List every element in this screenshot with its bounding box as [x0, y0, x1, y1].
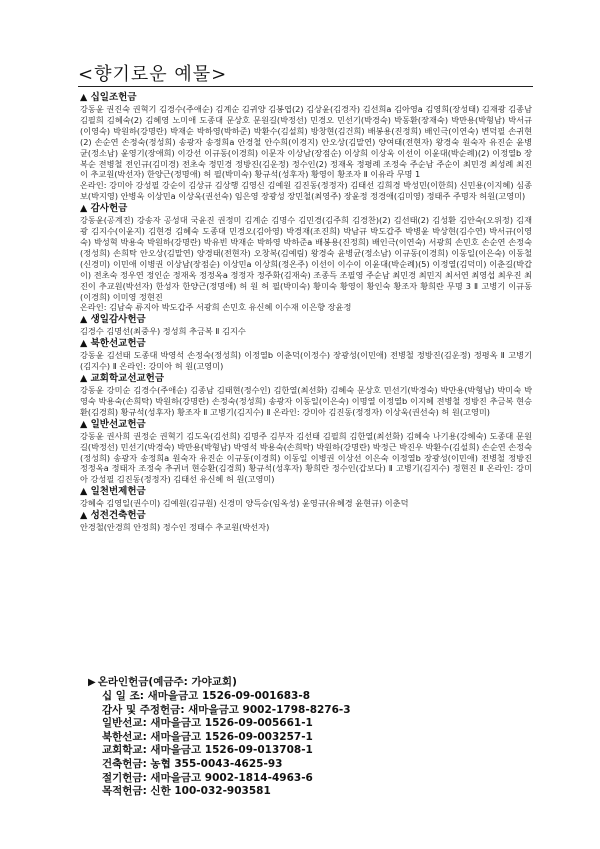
account-value: : 농협 355-0043-4625-93 — [142, 757, 283, 770]
section-names: 강동윤 권사희 권정순 권혁기 김도욱(김선희) 김명주 김부자 김선태 김필희 김한열(최선화) 김혜숙 나기용(강혜숙) 도종대 문원길(박정선) 민선기(박경숙) 박만용(박형남) 박영석 박용숙(손희탁) 박원하(강명란) 박정근 박진우 박환수(김설희) 손순연 손정숙(정성희) 송광자 송정희a 원숙자 유진순 이규동(이경희) 이동일 이병권 이상선 이은숙 이정열b 장광성(이민애) 전병철 정방진 정정옥a 정태자 조정숙 추귀녀 현승환(김경희) 황규석(성후자) 황희란 정수인(갑보다) Ⅱ 고병기(김지수) 정현진 Ⅱ 온라인: 강미아 강성필 김진동(정정자) 김태선 유신혜 허 원(고영미) — [80, 430, 532, 485]
account-list — [88, 690, 448, 799]
section-heading: ▲ 십일조헌금 — [80, 92, 137, 103]
accounts-heading-text: 온라인헌금(예금주: 가야교회) — [97, 676, 237, 688]
offering-sections — [80, 91, 532, 533]
section-names: 안경철(안경희 안정희) 정수인 정태수 추교원(박선자) — [80, 522, 270, 533]
section-names: 강동윤 권진숙 권혁기 김경수(주애순) 김계순 김귀양 김봉엽(2) 김상윤(김경자) 김선희a 김아영a 김영희(장성태) 김재광 김종남 김필희 김혜숙(2) 김혜영 노미애 도종대 문상호 문원길(박정선) 민경오 민선기(박경숙) 박동환(장재숙) 박만용(박형남) 박서규(이영숙) 박원하(강명란) 박재순 박하영(박하준) 박환수(김설희) 방창현(김건희) 배봉용(진정희) 배인극(이연숙) 변덕필 손귀현(2) 손순연 손정숙(정성희) 송광자 송정희a 안경철 안수희(이경지) 안오상(김말연) 양여태(전현자) 왕경숙 원숙자 유진순 윤병균(정소남) 윤영기(장애희) 이강선 이규동(이경희) 이문자 이상남(장점순) 이상희 이상욱 이선이 이윤대(박순례)(2) 이정열b 장복순 전병철 전인규(김미경) 전초숙 정민경 정방진(김운정) 정수인(2) 정재옥 정평례 조정숙 주순남 주순이 최민경 최성례 최진이 추교원(박선자) 한양근(정명애) 허 필(박미숙) 황규석(성후자) 황영이 황조자 Ⅱ 이유라 무명 1 — [80, 104, 532, 180]
accounts-heading — [88, 675, 448, 690]
account-row — [88, 758, 448, 772]
account-value: : 새마을금고 9002-1798-8276-3 — [180, 703, 351, 716]
account-row — [88, 690, 448, 704]
account-value: : 신한 100-032-903581 — [142, 785, 271, 798]
section-heading: ▲ 성전건축헌금 — [80, 510, 146, 522]
account-value: : 새마을금고 1526-09-005661-1 — [142, 717, 313, 730]
online-accounts — [88, 675, 448, 799]
section-heading: ▲ 감사헌금 — [80, 203, 128, 215]
account-value: : 새마을금고 1526-09-001683-8 — [139, 690, 311, 702]
account-row — [88, 704, 448, 718]
account-row — [88, 731, 448, 745]
account-row — [88, 772, 448, 786]
section-heading: ▲ 일천번제헌금 — [80, 486, 146, 498]
section-names: 강동윤 강미순 김경수(주애순) 김종남 김태현(정수인) 김한열(최선화) 김혜숙 문상호 민선기(박경숙) 박만용(박형남) 박미숙 박영숙 박용숙(손희탁) 박원하(강명란) 손정숙(정성희) 송광자 이동일(이은숙) 이명열 이정열b 이지혜 전병철 정방진 추금복 현승환(김경희) 황규석(성후자) 황조자 Ⅱ 고병기(김지수) Ⅱ 온라인: 강미아 김진동(정정자) 이상욱(권선숙) 허 원(고영미) — [80, 385, 532, 417]
account-label: 십 일 조 — [102, 690, 140, 702]
account-row — [88, 785, 448, 799]
account-label: 건축헌금 — [102, 757, 143, 770]
section-heading: ▲ 일반선교헌금 — [80, 418, 146, 430]
account-label: 목적헌금 — [102, 785, 143, 798]
section-heading: ▲ 북한선교헌금 — [80, 338, 146, 350]
account-label: 절기헌금 — [102, 771, 143, 784]
title-divider — [78, 86, 533, 87]
account-label: 교회학교 — [102, 744, 143, 757]
account-row — [88, 717, 448, 731]
section-names: 강혜숙 김영일(권수미) 김예원(김규원) 신경미 양득승(임옥성) 윤영규(유혜경 윤현규) 이춘덕 — [80, 498, 409, 509]
triangle-right-icon: ▶ — [88, 677, 96, 688]
section-names: 강동윤 김선태 도종대 박영석 손정숙(정성희) 이정열b 이춘덕(이정수) 장광성(이민애) 전병철 정방진(김운정) 정평옥 Ⅱ 고병기(김지수) Ⅱ 온라인: 강미아 허 원(고영미) — [80, 350, 532, 372]
account-label: 감사 및 주정헌금 — [102, 703, 181, 716]
section-names: 강동윤(공계진) 강송자 공성대 국윤진 권정미 김계순 김명수 김민경(김주희 김경찬)(2) 김선태(2) 김성환 김안숙(오위정) 김재광 김지수(이윤지) 김현경 김혜숙 도종대 민경오(김아영) 박경재(조진희) 박남규 박도갑주 박병윤 박상현(김수연) 박서규(이영숙) 박성혁 박용숙 박원하(강명란) 박유빈 박재순 박하영 박하준a 배봉용(진정희) 배인극(이연숙) 서광희 손민호 손순연 손정숙(정성희) 손희탁 안오상(김말연) 양경태(전현자) 오창복(김예림) 왕경숙 윤병균(정소남) 이규동(이경희) 이동일(이은숙) 이동철(신경미) 이민애 이병권 이상남(장점순) 이상민a 이상희(정온주) 이선이 이수이 이윤대(박순례)(5) 이정열(김덕미) 이춘길(박갑이) 전초숙 정우연 정인순 정재옥 정정옥a 정정자 정주화(김재숙) 조종득 조필영 주순남 최민경 최민지 최서연 최영섭 최우진 최진이 추교원(박선자) 한성자 한양근(정명애) 허 원 허 필(박미숙) 황미숙 황영이 황인숙 황조자 황희란 무명 3 Ⅱ 고병기 이규동(이경희) 이미영 정현진 — [80, 215, 532, 302]
section-online-names: 온라인: 김남숙 류지아 박도갑주 서광희 손민호 유신혜 이수재 이은향 장윤정 — [80, 302, 352, 313]
account-label: 북한선교 — [102, 730, 143, 743]
account-label: 일반선교 — [102, 717, 143, 730]
account-value: : 새마을금고 1526-09-013708-1 — [142, 744, 313, 757]
account-value: : 새마을금고 1526-09-003257-1 — [142, 730, 313, 743]
account-row — [88, 744, 448, 758]
account-value: : 새마을금고 9002-1814-4963-6 — [142, 771, 313, 784]
section-online-names: 온라인: 강미아 강성필 강순이 김상규 김상행 김영신 김예원 김진동(정정자) 김태선 김희경 박성민(이한희) 신민용(이지혜) 심종보(박지영) 안병욱 이상민a 이상욱(권선숙) 임은영 장광성 장민철(최영주) 장윤정 정경애(김미영) 정태주 주명자 허원(고영미) — [80, 180, 532, 202]
page-title: <향기로운 예물> — [78, 64, 228, 85]
section-names: 김경수 김명선(최중우) 정성희 추금복 Ⅱ 김지수 — [80, 326, 246, 337]
section-heading: ▲ 생일감사헌금 — [80, 314, 146, 326]
section-heading: ▲ 교회학교선교헌금 — [80, 373, 165, 385]
